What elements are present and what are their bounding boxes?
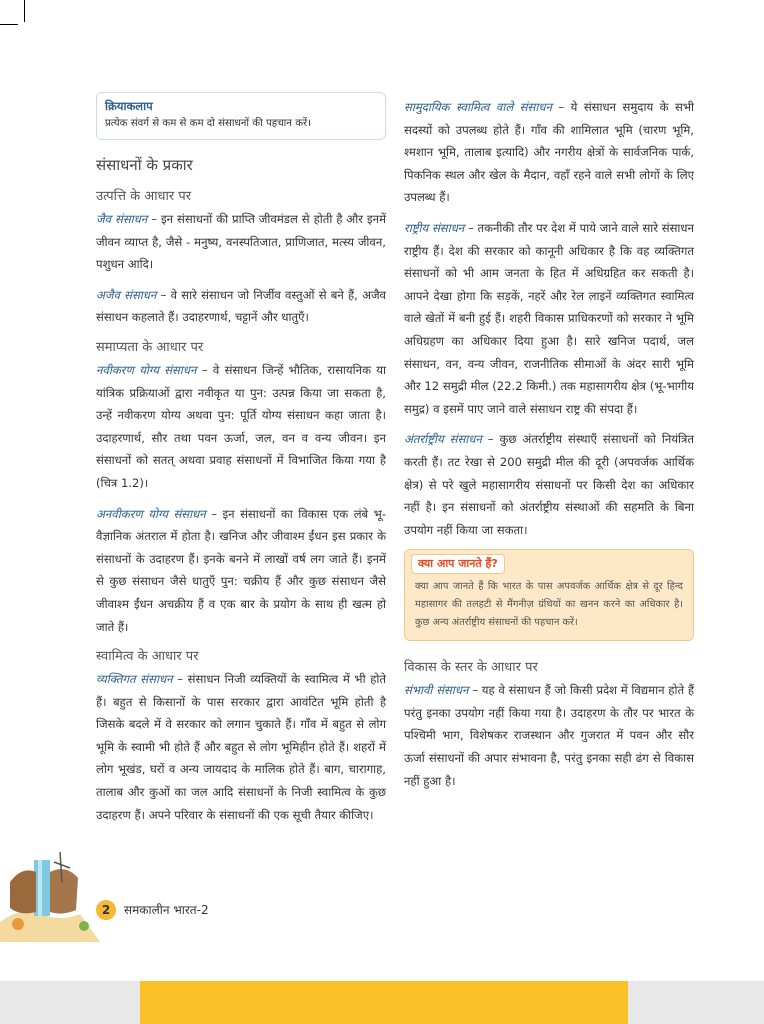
term-renewable: नवीकरण योग्य संसाधन xyxy=(96,362,197,377)
activity-box xyxy=(96,92,386,140)
did-you-know-title: क्या आप जानते हैं? xyxy=(411,554,505,574)
paragraph-nonrenewable: अनवीकरण योग्य संसाधन – इन संसाधनों का विकास एक लंबे भू-वैज्ञानिक अंतराल में होता है। खनिज और जीवाश्म ईंधन इस प्रकार के संसाधनों के उदाहरण हैं। इनके बनने में लाखों वर्ष लग जाते हैं। इनमें से कुछ संसाधन जैसे धातुएँ पुन: चक्रीय हैं और कुछ संसाधन जैसे जीवाश्म ईंधन अचक्रीय हैं व एक बार के प्रयोग के साथ ही खत्म हो जाते हैं। xyxy=(96,506,386,634)
subheading-ownership: स्वामित्व के आधार पर xyxy=(96,649,199,665)
paragraph-international: अंतर्राष्ट्रीय संसाधन – कुछ अंतर्राष्ट्रीय संस्थाएँ संसाधनों को नियंत्रित करती हैं। तट रेखा से 200 समुद्री मील की दूरी (अपवर्जक आर्थिक क्षेत्र) से परे खुले महासागरीय संसाधनों पर किसी देश का अधिकार नहीं है। इन संसाधनों को अंतर्राष्ट्रीय संस्थाओं की सहमति के बिना उपयोग नहीं किया जा सकता। xyxy=(404,432,694,537)
paragraph-renewable: नवीकरण योग्य संसाधन – वे संसाधन जिन्हें भौतिक, रासायनिक या यांत्रिक प्रक्रियाओं द्वारा नवीकृत या पुन: उत्पन्न किया जा सकता है, उन्हें नवीकरण योग्य अथवा पुन: पूर्ति योग्य संसाधन कहा जाता है। उदाहरणार्थ, सौर तथा पवन ऊर्जा, जल, वन व वन्य जीवन। इन संसाधनों को सतत् अथवा प्रवाह संसाधनों में विभाजित किया गया है (चित्र 1.2)। xyxy=(96,362,387,490)
paragraph-national: राष्ट्रीय संसाधन – तकनीकी तौर पर देश में पाये जाने वाले सारे संसाधन राष्ट्रीय हैं। देश की सरकार को कानूनी अधिकार है कि वह व्यक्तिगत संसाधनों को भी आम जनता के हित में अधिग्रहित कर सकती है। आपने देखा होगा कि सड़कें, नहरें और रेल लाइनें व्यक्तिगत स्वामित्व वाले खेतों में बनी हुई हैं। शहरी विकास प्राधिकरणों को सरकार ने भूमि अधिग्रहण का अधिकार दिया हुआ है। सारे खनिज पदार्थ, जल संसाधन, वन, वन्य जीवन, राजनीतिक सीमाओं के अंदर सारी भूमि और 12 समुद्री मील (22.2 किमी.) तक महासागरीय क्षेत्र (भू-भागीय समुद्र) व इसमें पाए जाने वाले संसाधन राष्ट्र की संपदा हैं। xyxy=(404,220,694,416)
term-abiotic: अजैव संसाधन xyxy=(96,287,157,302)
right-column xyxy=(404,96,694,800)
activity-title: क्रियाकलाप xyxy=(105,99,153,113)
footer-band-yellow xyxy=(140,981,628,1024)
book-title: समकालीन भारत-2 xyxy=(124,903,209,917)
activity-text: प्रत्येक संवर्ग से कम से कम दो संसाधनों की पहचान करें। xyxy=(105,118,312,129)
paragraph-individual: व्यक्तिगत संसाधन – संसाधन निजी व्यक्तियों के स्वामित्व में भी होते हैं। बहुत से किसानों के पास सरकार द्वारा आवंटित भूमि होती है जिसके बदले में वे सरकार को लगान चुकाते हैं। गाँव में बहुत से लोग भूमि के स्वामी भी होते हैं और बहुत से लोग भूमिहीन होते हैं। शहरों में लोग भूखंड, घरों व अन्य जायदाद के मालिक होते हैं। बाग, चारागाह, तालाब और कुओं का जल आदि संसाधनों के निजी स्वामित्व के कुछ उदाहरण हैं। अपने परिवार के संसाधनों की एक सूची तैयार कीजिए। xyxy=(96,672,387,822)
did-you-know-box xyxy=(404,549,694,641)
crop-mark xyxy=(24,0,25,22)
subheading-exhaustibility: समाप्यता के आधार पर xyxy=(96,339,204,355)
term-international: अंतर्राष्ट्रीय संसाधन xyxy=(404,432,482,447)
paragraph-abiotic: अजैव संसाधन – वे सारे संसाधन जो निर्जीव वस्तुओं से बने हैं, अजैव संसाधन कहलाते हैं। उदाहरणार्थ, चट्टानें और धातुएँ। xyxy=(96,287,386,325)
subheading-development: विकास के स्तर के आधार पर xyxy=(404,660,538,676)
term-individual: व्यक्तिगत संसाधन xyxy=(96,672,173,687)
did-you-know-text: क्या आप जानते हैं कि भारत के पास अपवर्जक आर्थिक क्षेत्र से दूर हिन्द महासागर की तलहटी से मैंगनीज़ ग्रंथियों का खनन करने का अधिकार है। कुछ अन्य अंतर्राष्ट्रीय संसाधनों की पहचान करें। xyxy=(415,581,683,629)
waterfall-illustration-icon xyxy=(0,852,100,942)
paragraph-potential: संभावी संसाधन – यह वे संसाधन हैं जो किसी प्रदेश में विद्यमान होते हैं परंतु इनका उपयोग नहीं किया गया है। उदाहरण के तौर पर भारत के पश्चिमी भाग, विशेषकर राजस्थान और गुजरात में पवन और सौर ऊर्जा संसाधनों की अपार संभावना है, परंतु इनका सही ढंग से विकास नहीं हुआ है। xyxy=(404,683,694,788)
paragraph-community: सामुदायिक स्वामित्व वाले संसाधन – ये संसाधन समुदाय के सभी सदस्यों को उपलब्ध होते हैं। गाँव की शामिलात भूमि (चारण भूमि, श्मशान भूमि, तालाब इत्यादि) और नगरीय क्षेत्रों के सार्वजनिक पार्क, पिकनिक स्थल और खेल के मैदान, वहाँ रहने वाले सभी लोगों के लिए उपलब्ध हैं। xyxy=(404,100,694,205)
section-heading: संसाधनों के प्रकार xyxy=(96,156,193,174)
subheading-origin: उत्पत्ति के आधार पर xyxy=(96,189,192,204)
page-footer xyxy=(96,900,209,920)
crop-mark xyxy=(0,24,18,25)
term-community: सामुदायिक स्वामित्व वाले संसाधन xyxy=(404,100,552,114)
term-national: राष्ट्रीय संसाधन xyxy=(404,220,465,235)
term-biotic: जैव संसाधन xyxy=(96,212,148,226)
left-column xyxy=(96,92,386,834)
term-potential: संभावी संसाधन xyxy=(404,683,469,698)
term-nonrenewable: अनवीकरण योग्य संसाधन xyxy=(96,506,206,521)
paragraph-biotic: जैव संसाधन – इन संसाधनों की प्राप्ति जीवमंडल से होती है और इनमें जीवन व्याप्त है, जैसे - मनुष्य, वनस्पतिजात, प्राणिजात, मत्स्य जीवन, पशुधन आदि। xyxy=(96,212,386,272)
page-number: 2 xyxy=(96,900,116,920)
